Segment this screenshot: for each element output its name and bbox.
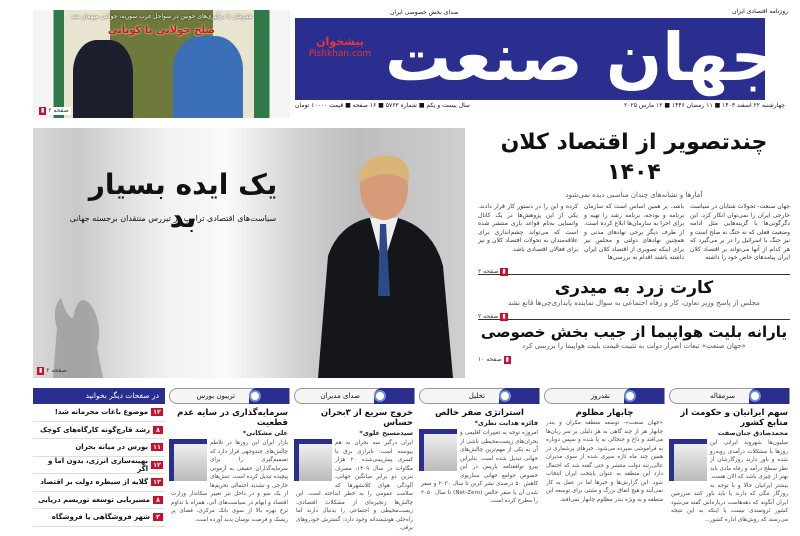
lead-body-col: کرده و این را در دستور کار قرار دادند. یکی از این پژوهش‌ها در یک کانال واتساپی به‌نام قواعد بازی منتشر شده است که می‌تواند چشم‌اندازی برای علاقه‌مندان به تحولات اقتصاد کلان و نیز برای فعالان اقتصادی باشد.: [478, 203, 578, 253]
story3-page-ref[interactable]: ▮ صفحه ۱۰: [478, 355, 509, 363]
column-headline[interactable]: سرمایه‌گذاری در سایه عدم قطعیت: [177, 408, 288, 428]
story3-headline[interactable]: یارانه بلیت هواپیما از جیب بخش خصوصی: [480, 322, 788, 341]
story3-subtitle: «جهان صنعت» تبعات اصرار دولت به تثبیت قیمت بلیت هواپیما را بررسی کرد: [522, 341, 746, 350]
page-ref-label: صفحه ۱۰: [478, 355, 502, 363]
section-label: نقدروز: [590, 392, 610, 400]
section-label: صدای مدیران: [320, 392, 360, 400]
page-ref-label: صفحه ۲: [48, 107, 69, 114]
column-bourse: [169, 388, 290, 536]
list-item[interactable]: [33, 439, 165, 457]
section-header: [419, 388, 540, 404]
list-item[interactable]: [33, 492, 165, 510]
column-author: فائزه هدایت نظری*: [474, 419, 538, 427]
column-editorial: [669, 388, 790, 536]
section-label: تریبون بورس: [196, 392, 235, 400]
author-photo: [419, 429, 457, 471]
list-item-text: گلایه از سیطره دولت بر اقتصاد: [40, 478, 149, 487]
watermark-text: پیشخوان: [316, 35, 364, 48]
column-body: میلیون‌ها شهروند ایرانی این روزها با مشکلات درآمدی روبه‌رو شده و باور دارند روزگارشان از نظر سطح درآمد و رفاه مادی باید بهتر از چیزی باشد که الان هست. بیشتر ایرانیان حالا و با توجه به روزگار تنگی که دارند یا باید باور کنند سرزمین ایران آنگونه که دهه‌هاست دربار‌ه‌اش گفته می‌شود کشور ثروتمندی نیست یا اینکه به این نتیجه می‌رسند که روش‌های اداره کشور...: [671, 440, 788, 523]
person-right-figure: [173, 36, 243, 118]
column-body: بازار ایران این روزها در تلاطم چالش‌های چندوجهی قرار دارد که تصمیم‌گیری را برای سرمایه‌گذاران حقیقی به آزمونی پیچیده تبدیل کرده است. تنش‌های خارجی و تشدید احتمالی تحریم‌ها از یک سو و در داخل نیز تغییر سکاندار وزارت اقتصاد و ابهام در سیاست‌های آتی، همراه با تداوم نرخ بهره بالا از سوی بانک مرکزی، فضای پر ریسک و فرصت نوسان پدید آورده است.: [171, 440, 288, 523]
list-item[interactable]: [33, 457, 165, 475]
lead-headline[interactable]: چندتصویر از اقتصاد کلان ۱۴۰۴: [500, 130, 768, 185]
section-label: تحلیل: [468, 392, 485, 400]
list-item-text: رشد قارچ‌گونه کارگاه‌های کوچک: [39, 425, 150, 434]
watermark-url: Pishkhan.com: [308, 49, 372, 59]
top-photo-headline[interactable]: صلح جولانی با کوبانی: [107, 25, 216, 36]
author-photo: [169, 439, 207, 481]
masthead-slogan: صدای بخش خصوصی ایران: [390, 9, 459, 16]
hero-photo[interactable]: [33, 128, 465, 378]
top-photo-kicker: همزمان با درگیری‌های خونین در سواحل غرب سوریه، جولانی میهمان شد: [71, 13, 252, 20]
column-author: سیدمسیح علوی*: [359, 429, 413, 437]
list-item-text: شهر فروشگاهی یا فروشگاه: [51, 513, 150, 522]
shadow-silhouette: [43, 288, 113, 378]
page-ref-label: صفحه ۲: [478, 267, 499, 275]
section-label: سرمقاله: [709, 392, 735, 400]
column-author: محمدصادق جنان‌صفت: [717, 429, 788, 437]
column-headline[interactable]: سهم ایرانیان و حکومت از منابع کشور: [680, 408, 788, 428]
column-body: ایران درگیر سه بحران به هم پیوسته است: ناترازی برق با کسری پیش‌بینی‌شده ۲۰ هزار مگاوات در سال ۱۴۰۹، مصرف بنزین دو برابر میانگین جهانی، آلودگی هوای کلانشهرها که سلامت عمومی را به خطر انداخته است. این چالش‌ها زنجیره‌ای از مشکلات اقتصادی، زیست‌محیطی و اجتماعی را بدنبال دارند اما راه‌حلی هوشمندانه وجود دارد: گسترش خودروهای برقی.: [296, 440, 413, 531]
list-item[interactable]: [33, 404, 165, 422]
section-logo-icon: [499, 390, 511, 402]
lead-stories: [478, 128, 790, 363]
author-photo: [669, 439, 707, 481]
page-ref-label: صفحه ۲: [478, 312, 499, 320]
lead-body-col: جهان صنعت- تحولات شتابان در سیاست خارجی ایران را نمی‌توان انکار کرد. این دگرگونی‌ها با گزینه‌هایی مثل ادامه وضعیت فعلی که نه جنگ نه صلح است و نیز جنگ با اسرائیل را در بر می‌گیرد که هر کدام از آنها می‌تواند بر اقتصاد کلان ایران پیامدهای خاص خود را داشته: [690, 203, 790, 261]
column-analysis: [419, 388, 540, 536]
hero-subtitle: سیاست‌های اقتصادی ترامپ در تیررس منتقدان برجسته جهانی: [69, 214, 277, 223]
list-item-text: مسیریابی توسعه توریسم دریایی: [38, 495, 150, 504]
section-header: [169, 388, 290, 404]
list-item-text: بهینه‌سازی انرژی، بدون اما و اگر: [47, 456, 149, 473]
divider: [478, 319, 790, 320]
story2-page-ref[interactable]: ▮ صفحه ۲: [478, 312, 506, 320]
person-left-figure: [73, 40, 133, 118]
list-item[interactable]: [33, 474, 165, 492]
other-pages-heading: در صفحات دیگر بخوانید: [33, 388, 165, 404]
top-photo[interactable]: [33, 10, 290, 118]
lead-subtitle: آمارها و نشانه‌های چندان مناسبی دیده نمی‌شود: [565, 191, 703, 199]
column-author: علی مشکانی*: [242, 429, 288, 437]
column-managers: [294, 388, 415, 536]
watermark-logo: [300, 36, 380, 60]
page-number-badge: ۸: [153, 496, 163, 504]
column-critique: [544, 388, 665, 536]
author-photo: [294, 439, 332, 481]
column-body: امروزه توجه به تغییرات اقلیمی و بحران‌های زیست‌محیطی ناشی از آن به یکی از مهم‌ترین چالش‌های جهانی تبدیل شده است. بنابراین پیرو توافقنامه پاریس در این خصوص جوامع جهانی سناریوی کاهش ۵۰ درصدی نشر کربن تا سال ۲۰۳۰ و صفر شدن آن یا صفر خالص (Net-Zero) تا سال ۲۰۵۰ را مطرح کرده است.: [421, 430, 538, 504]
section-logo-icon: [249, 390, 261, 402]
hero-figure: [308, 146, 458, 378]
issue-info: سال بیست و یکم ■ شماره ۵۷۶۳ ■ ۱۶ صفحه ■ قیمت ۱۰۰۰۰ تومان: [295, 102, 470, 109]
masthead-tagline: روزنامه اقتصادی ایران: [732, 8, 788, 15]
page-number-badge: ۱۲: [153, 408, 161, 417]
hero-headline[interactable]: یک ایده بسیار بد: [88, 168, 278, 234]
page-number-badge: ۱۱: [153, 443, 161, 452]
story2-subtitle: مجلس از پاسخ وزیر تعاون، کار و رفاه اجتماعی به سوال نماینده پایداری‌چی‌ها قانع نشد: [508, 298, 760, 307]
hero-page-ref[interactable]: ▮ صفحه ۲: [39, 367, 67, 374]
list-item[interactable]: [33, 422, 165, 440]
list-item-text: بورس در میانه بحران: [75, 443, 149, 452]
lead-body-col: باشد. بر همین اساس است که سازمان برنامه و بودجه، برنامه رشد را تهیه و برای اجرا به سازمان‌ها ابلاغ کرده است. از طرف دیگر برخی نهادهای مدنی و همچنین نهادهای دولتی و مجلس نیز برای اینکه تصویری از اقتصاد کلان ایران داشته باشند اقدام به بررسی‌ها: [584, 203, 684, 261]
lead-body: [478, 203, 790, 263]
section-header: [294, 388, 415, 404]
story2-headline[interactable]: کارت زرد به میدری: [554, 277, 714, 298]
list-item[interactable]: [33, 509, 165, 527]
list-item-text: موضوع باغات محرمانه شد!: [54, 408, 149, 417]
page-number-badge: ۸: [153, 426, 163, 434]
date-info: چهارشنبه ۲۲ اسفند ۱۴۰۳ ■ ۱۱ رمضان ۱۴۴۶ ■ ۱۲ مارس ۲۰۲۵: [624, 102, 785, 109]
section-logo-icon: [624, 390, 636, 402]
divider: [478, 274, 790, 275]
page-number-badge: ۱۲: [153, 478, 161, 487]
other-pages-list: [33, 388, 165, 536]
column-headline[interactable]: خروج سریع از ۳بحران حساس: [320, 408, 413, 428]
section-header: [669, 388, 790, 404]
page-number-badge: ۱۲: [153, 460, 161, 469]
lead-page-ref[interactable]: ▮ صفحه ۲: [478, 267, 506, 275]
page-number-badge: ۲: [153, 513, 163, 521]
column-headline[interactable]: چابهار مظلوم: [575, 408, 634, 418]
column-headline[interactable]: استراتژی صفر خالص: [435, 408, 524, 418]
column-body: «جهان صنعت»- توسعه منطقه مکران و بندر چابهار هر از چند گاهی به هر دلیلی بر سر زبان‌ها می‌افتد و داغ و جنجالی به پا شده و سپس دوباره به فراموشی سپرده می‌شود. خبرهای پرشماری در همین چند ماه تازه سپری شده از سوی مدیران عالی‌رتبه دولت منتشر و حتی گفته شد که احتمال دارد این منطقه به عنوان پایتخت ایران انتخاب شود. این گزارش‌ها و خبرها اما در عمل به کار نمی‌آیند و هیچ اتفاق بزرگ و مثبتی برای توسعه این منطقه و به ویژه بندر مظلوم چابهار نمی‌افتد.: [546, 420, 663, 503]
section-logo-icon: [374, 390, 386, 402]
page-ref-label: صفحه ۲: [46, 367, 67, 374]
dateline: [295, 102, 785, 109]
masthead-title: جهان صنعت: [385, 19, 779, 96]
section-logo-icon: [749, 390, 761, 402]
top-photo-page-ref[interactable]: ▮ صفحه ۲: [37, 107, 71, 115]
section-header: [544, 388, 665, 404]
bottom-section: [33, 388, 790, 536]
